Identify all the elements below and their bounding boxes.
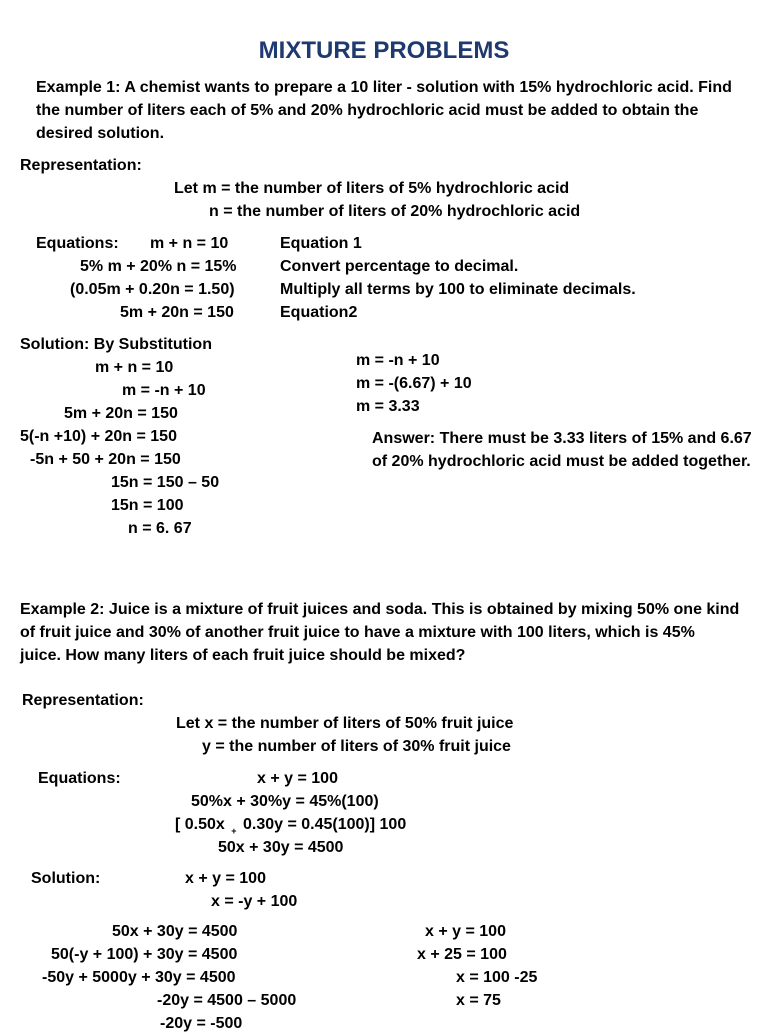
example-2-equation-2: 50%x + 30%y = 45%(100) bbox=[191, 793, 379, 810]
example-2-let-x: Let x = the number of liters of 50% fruit juice bbox=[176, 715, 514, 732]
example-2-right-step-3: x = 100 -25 bbox=[456, 969, 538, 986]
example-1-note-4: Equation2 bbox=[280, 304, 358, 321]
example-2-left-step-3: -50y + 5000y + 30y = 4500 bbox=[42, 969, 236, 986]
example-1-step-4: 5(-n +10) + 20n = 150 bbox=[20, 428, 177, 445]
example-2-let-y: y = the number of liters of 30% fruit juice bbox=[202, 738, 511, 755]
example-2-problem: Example 2: Juice is a mixture of fruit juices and soda. This is obtained by mixing 50% one kind of fruit juice and 30% of another fruit juice to have a mixture with 100 liters, which is 45% juice. How many liters of each fruit juice should be mixed? bbox=[20, 601, 740, 664]
example-2-step-1: x + y = 100 bbox=[185, 870, 266, 887]
example-2-equation-4: 50x + 30y = 4500 bbox=[218, 839, 344, 856]
example-1-note-1: Equation 1 bbox=[280, 235, 362, 252]
example-2-left-step-2: 50(-y + 100) + 30y = 4500 bbox=[51, 946, 238, 963]
example-2-equations-label: Equations: bbox=[38, 770, 121, 787]
plus-sign: + bbox=[231, 826, 237, 836]
example-2-left-step-4: -20y = 4500 – 5000 bbox=[157, 992, 297, 1009]
example-2-right-step-4: x = 75 bbox=[456, 992, 501, 1009]
example-2-representation-label: Representation: bbox=[22, 692, 144, 709]
example-1-note-3: Multiply all terms by 100 to eliminate decimals. bbox=[280, 281, 636, 298]
example-1-equations-label: Equations: bbox=[36, 235, 119, 252]
example-1-right-step-2: m = -(6.67) + 10 bbox=[356, 375, 472, 392]
example-2-equation-3-part-a: [ 0.50x bbox=[175, 816, 225, 833]
example-2-right-step-1: x + y = 100 bbox=[425, 923, 506, 940]
example-1-step-7: 15n = 100 bbox=[111, 497, 184, 514]
example-1-step-6: 15n = 150 – 50 bbox=[111, 474, 220, 491]
example-1-answer: Answer: There must be 3.33 liters of 15% and 6.67 of 20% hydrochloric acid must be added together. bbox=[372, 430, 752, 470]
example-1-equation-1: m + n = 10 bbox=[150, 235, 229, 252]
example-1-step-8: n = 6. 67 bbox=[128, 520, 192, 537]
example-2-equation-1: x + y = 100 bbox=[257, 770, 338, 787]
example-1-problem: Example 1: A chemist wants to prepare a 10 liter - solution with 15% hydrochloric acid. Find the number of liters each of 5% and 20% hydrochloric acid must be added to obtain the desired solution. bbox=[36, 79, 732, 142]
example-2-left-step-5: -20y = -500 bbox=[160, 1015, 243, 1032]
example-1-note-2: Convert percentage to decimal. bbox=[280, 258, 519, 275]
example-1-equation-3: (0.05m + 0.20n = 1.50) bbox=[70, 281, 235, 298]
example-1-step-5: -5n + 50 + 20n = 150 bbox=[30, 451, 181, 468]
example-2-left-step-1: 50x + 30y = 4500 bbox=[112, 923, 238, 940]
example-2-right-step-2: x + 25 = 100 bbox=[417, 946, 507, 963]
example-1-right-step-3: m = 3.33 bbox=[356, 398, 420, 415]
example-1-let-n: n = the number of liters of 20% hydrochloric acid bbox=[209, 203, 581, 220]
example-1-equation-4: 5m + 20n = 150 bbox=[120, 304, 234, 321]
example-2-step-2: x = -y + 100 bbox=[211, 893, 298, 910]
example-1-let-m: Let m = the number of liters of 5% hydrochloric acid bbox=[174, 180, 570, 197]
example-2-equation-3-part-b: 0.30y = 0.45(100)] 100 bbox=[242, 816, 407, 833]
example-1-right-step-1: m = -n + 10 bbox=[356, 352, 440, 369]
page-title: MIXTURE PROBLEMS bbox=[258, 37, 510, 64]
example-1-representation-label: Representation: bbox=[20, 157, 142, 174]
example-1-equation-2: 5% m + 20% n = 15% bbox=[80, 258, 237, 275]
example-2-solution-label: Solution: bbox=[31, 870, 101, 887]
example-1-step-2: m = -n + 10 bbox=[122, 382, 206, 399]
example-1-step-1: m + n = 10 bbox=[95, 359, 174, 376]
example-1-step-3: 5m + 20n = 150 bbox=[64, 405, 178, 422]
example-1-solution-label: Solution: By Substitution bbox=[20, 336, 212, 353]
